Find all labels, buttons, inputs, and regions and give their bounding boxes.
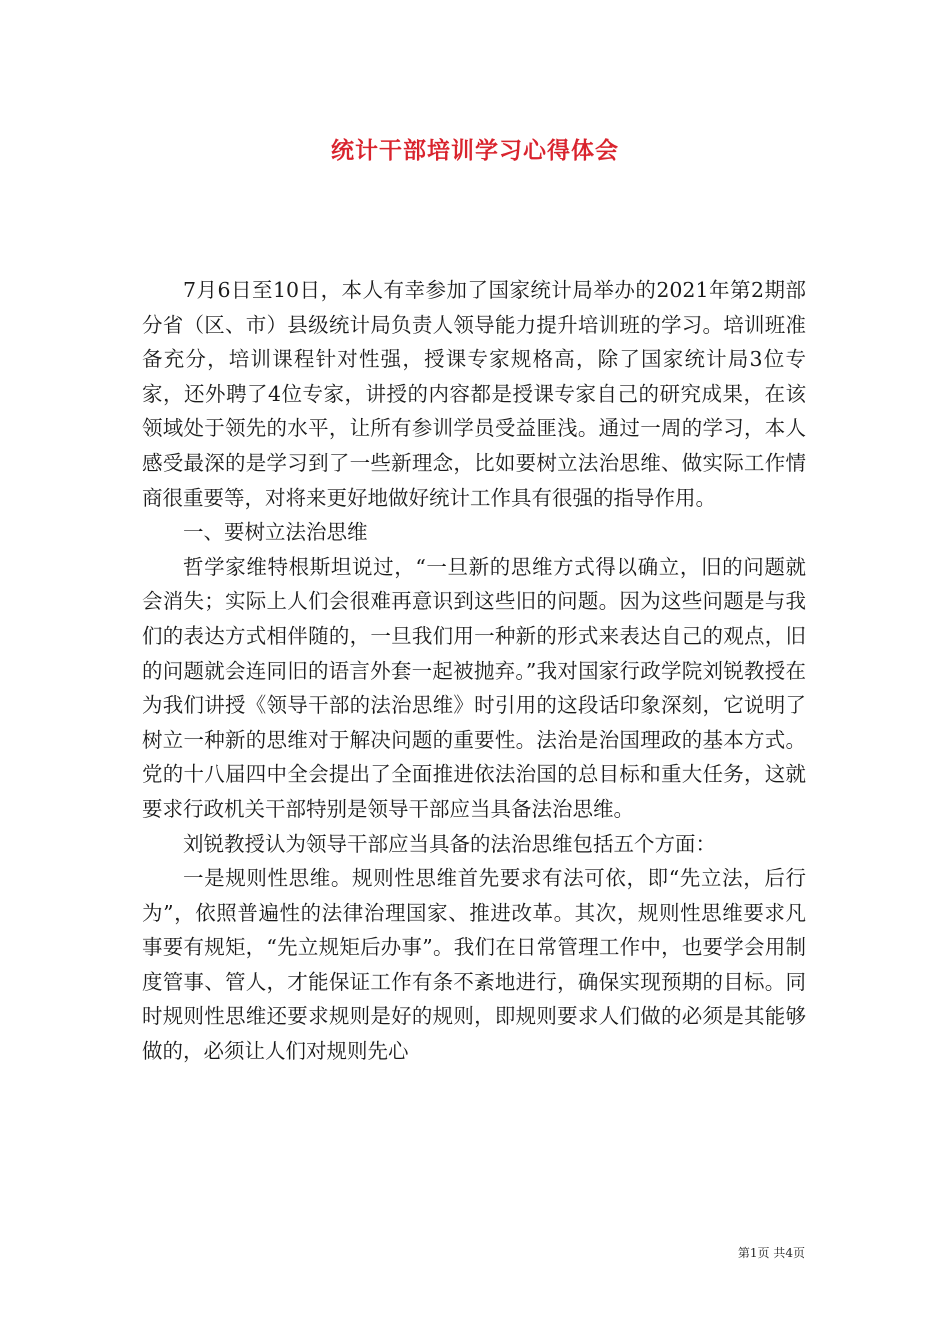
paragraph-five-aspects: 刘锐教授认为领导干部应当具备的法治思维包括五个方面：	[183, 831, 716, 856]
page-number: 第1页 共4页	[737, 1246, 805, 1260]
paragraph-rule-thinking: 一是规则性思维。规则性思维首先要求有法可依，即“先立法，后行为”，依照普遍性的法律治理国家、推进改革。其次，规则性思维要求凡事要有规矩，“先立规矩后办事”。我们在日常管理工作中，也要学会用制度管事、管人，才能保证工作有条不紊地进行，确保实现预期的目标。同时规则性思维还要求规则是好的规则，即规则要求人们做的必须是其能够做的，必须让人们对规则先心	[142, 866, 806, 1064]
section-heading: 一、要树立法治思维	[183, 520, 368, 545]
paragraph-quote: 哲学家维特根斯坦说过，“一旦新的思维方式得以确立，旧的问题就会消失；实际上人们会很难再意识到这些旧的问题。因为这些问题是与我们的表达方式相伴随的，一旦我们用一种新的形式来表达自己的观点，旧的问题就会连同旧的语言外套一起被抛弃。”我对国家行政学院刘锐教授在为我们讲授《领导干部的法治思维》时引用的这段话印象深刻，它说明了树立一种新的思维对于解决问题的重要性。法治是治国理政的基本方式。党的十八届四中全会提出了全面推进依法治国的总目标和重大任务，这就要求行政机关干部特别是领导干部应当具备法治思维。	[142, 554, 806, 821]
paragraph-intro: 7月6日至10日，本人有幸参加了国家统计局举办的2021年第2期部分省（区、市）县级统计局负责人领导能力提升培训班的学习。培训班准备充分，培训课程针对性强，授课专家规格高，除了国家统计局3位专家，还外聘了4位专家，讲授的内容都是授课专家自己的研究成果，在该领域处于领先的水平，让所有参训学员受益匪浅。通过一周的学习，本人感受最深的是学习到了一些新理念，比如要树立法治思维、做实际工作情商很重要等，对将来更好地做好统计工作具有很强的指导作用。	[142, 278, 806, 510]
document-title: 统计干部培训学习心得体会	[331, 137, 619, 164]
document-body	[142, 273, 806, 1069]
